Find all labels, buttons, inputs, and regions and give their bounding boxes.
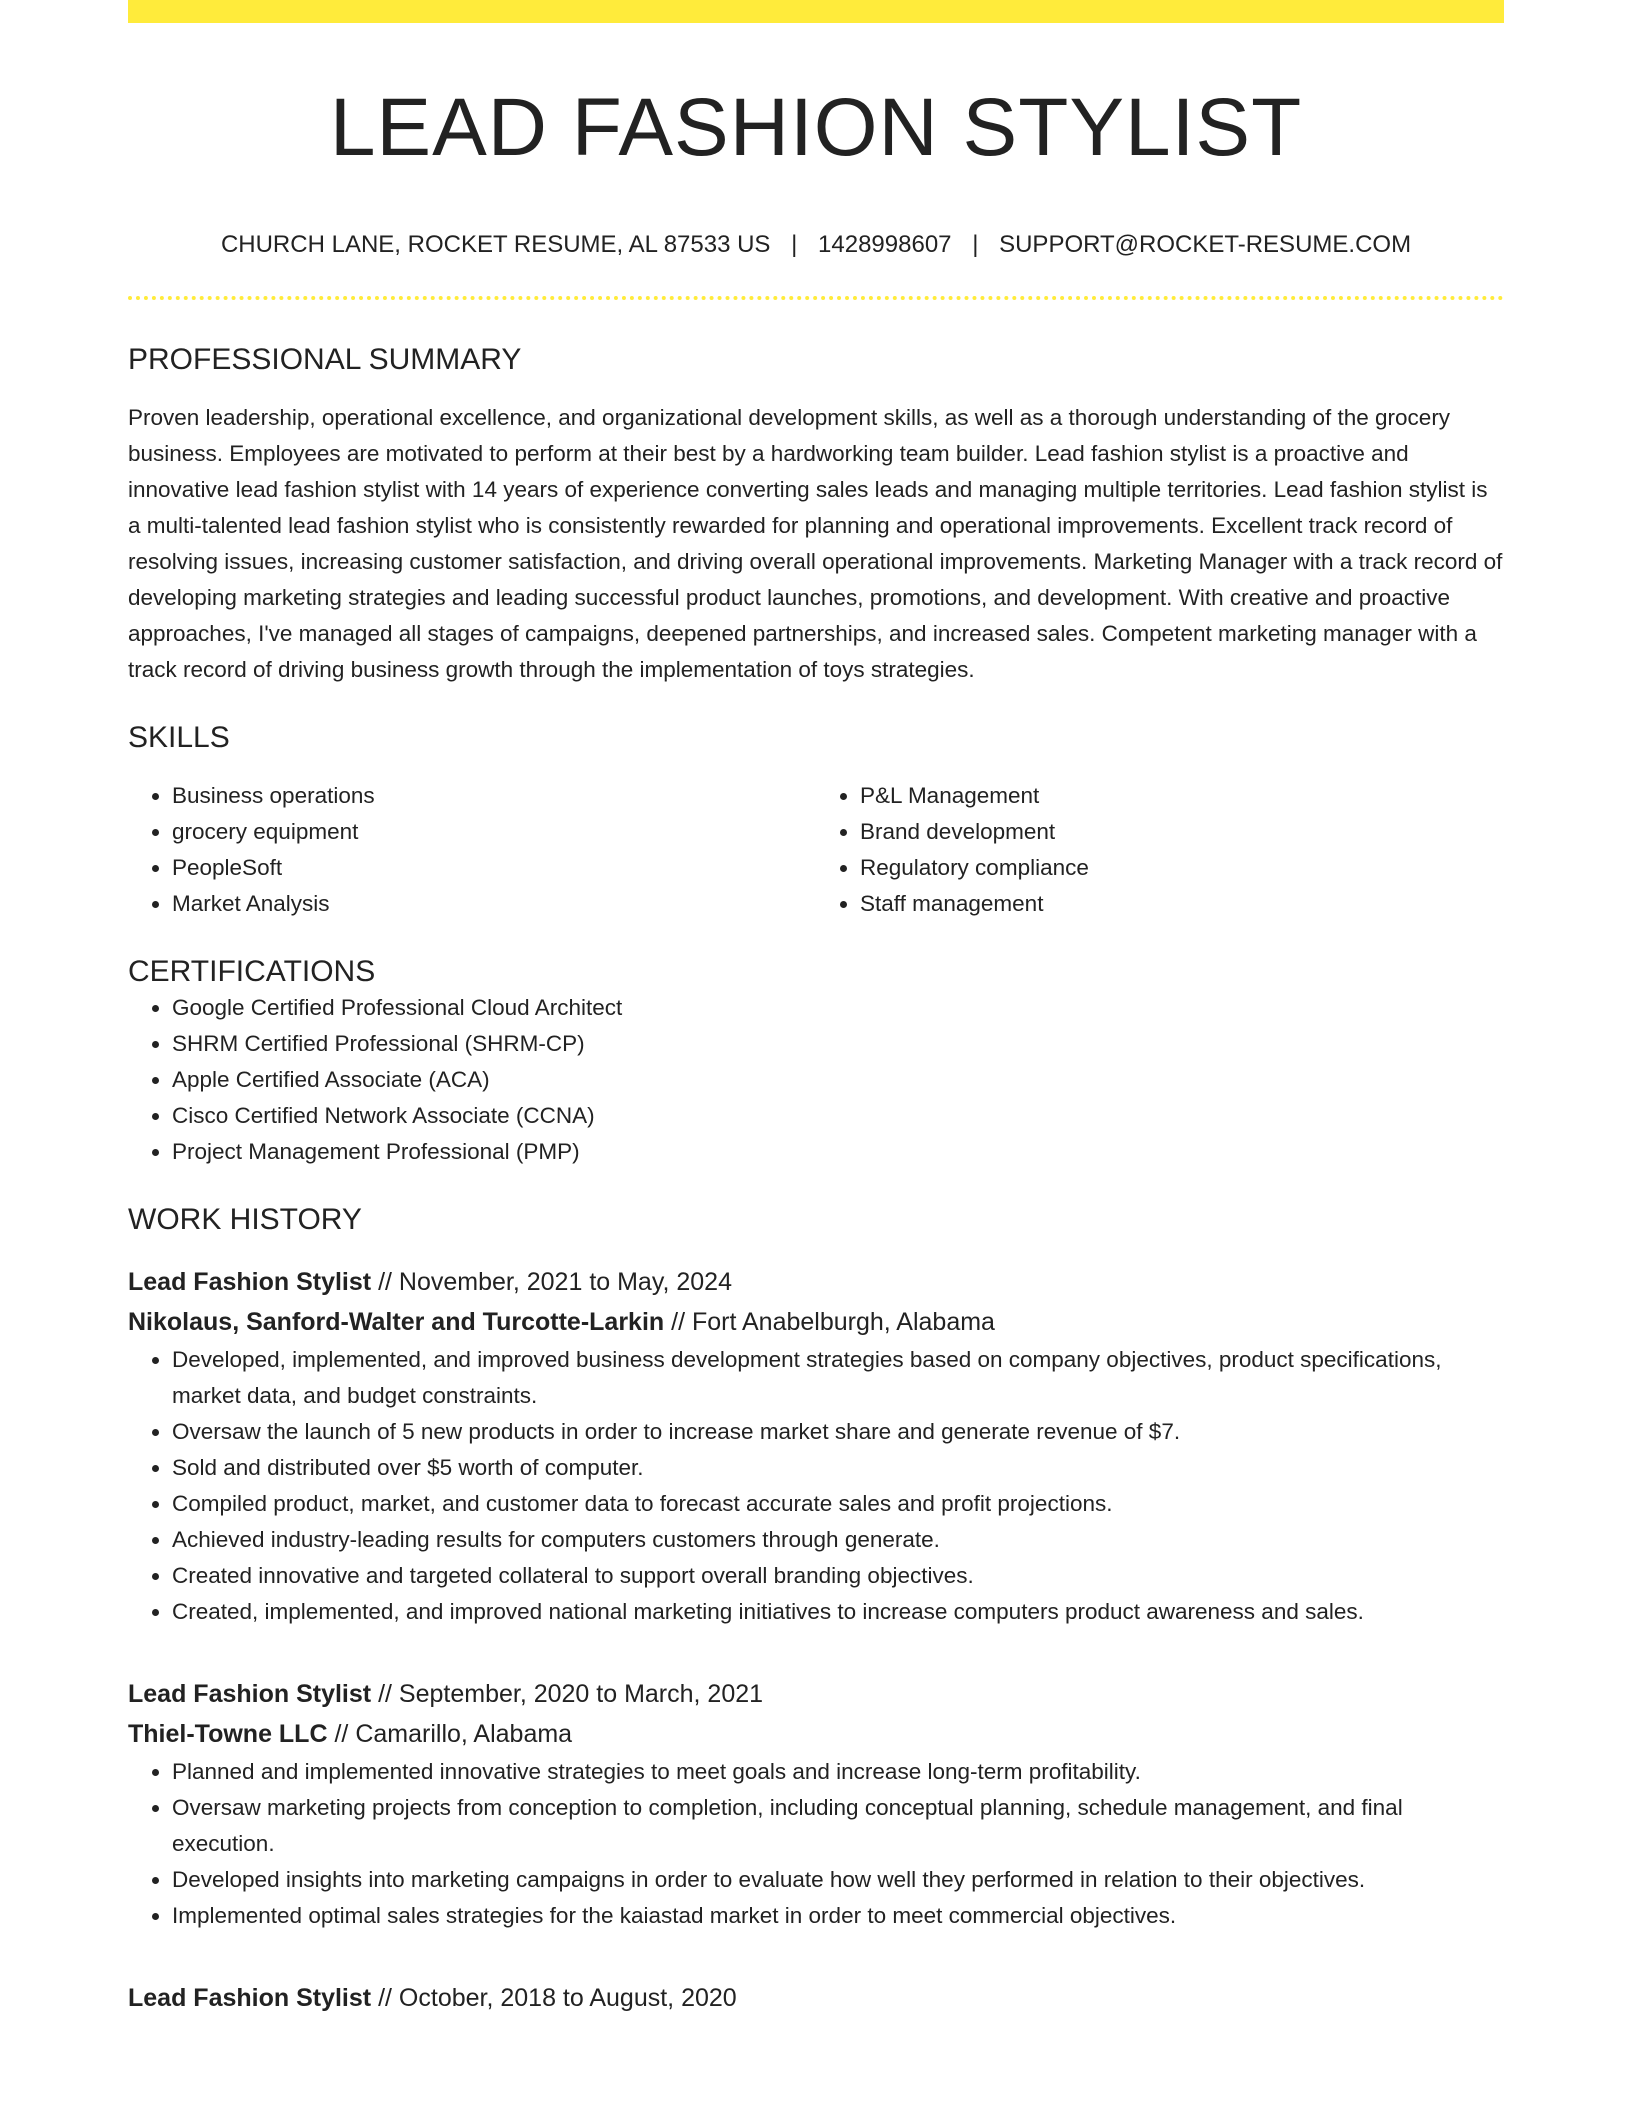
job-company-line xyxy=(128,1714,1504,1754)
contact-separator: | xyxy=(972,231,979,258)
job-title-line xyxy=(128,1674,1504,1714)
certification-item: • SHRM Certified Professional (SHRM-CP) xyxy=(172,1026,1504,1062)
job-dates: October, 2018 to August, 2020 xyxy=(398,1984,737,2012)
skill-item: • Staff management xyxy=(860,886,1504,922)
job-bullet: • Developed, implemented, and improved business development strategies based on company objectives, product specifications, market data, and budget constraints. xyxy=(172,1342,1504,1414)
contact-line xyxy=(128,230,1504,260)
job-bullet: • Oversaw the launch of 5 new products in order to increase market share and generate revenue of $7. xyxy=(172,1414,1504,1450)
skill-item: • Business operations xyxy=(172,778,816,814)
job-bullet: • Compiled product, market, and customer data to forecast accurate sales and profit projections. xyxy=(172,1486,1504,1522)
certification-item: • Google Certified Professional Cloud Architect xyxy=(172,990,1504,1026)
job-separator: // xyxy=(378,1268,392,1296)
skill-item: • P&L Management xyxy=(860,778,1504,814)
contact-email: SUPPORT@ROCKET-RESUME.COM xyxy=(999,231,1412,258)
work-history-heading: WORK HISTORY xyxy=(128,1203,362,1236)
job-role: Lead Fashion Stylist xyxy=(128,1680,372,1708)
job-company-line xyxy=(128,1302,1504,1342)
skills-list-left xyxy=(128,778,816,922)
contact-phone: 1428998607 xyxy=(818,231,952,258)
job-separator: // xyxy=(671,1308,686,1336)
job-entry xyxy=(128,1978,1504,2018)
job-company: Thiel-Towne LLC xyxy=(128,1720,328,1748)
job-location: Camarillo, Alabama xyxy=(355,1720,573,1748)
summary-heading: PROFESSIONAL SUMMARY xyxy=(128,343,522,376)
job-bullet: • Created innovative and targeted collateral to support overall branding objectives. xyxy=(172,1558,1504,1594)
job-entry xyxy=(128,1674,1504,1934)
summary-text: Proven leadership, operational excellence, and organizational development skills, as well as a thorough understanding of the grocery business. Employees are motivated to perform at their best by a hardworking team builder. Lead fashion stylist is a proactive and innovative lead fashion stylist with 14 years of experience converting sales leads and managing multiple territories. Lead fashion stylist is a multi-talented lead fashion stylist who is consistently rewarded for planning and operational improvements. Excellent track record of resolving issues, increasing customer satisfaction, and driving overall operational improvements. Marketing Manager with a track record of developing marketing strategies and leading successful product launches, promotions, and development. With creative and proactive approaches, I've managed all stages of campaigns, deepened partnerships, and increased sales. Competent marketing manager with a track record of driving business growth through the implementation of toys strategies. xyxy=(128,405,1503,682)
job-dates: November, 2021 to May, 2024 xyxy=(398,1268,732,1296)
certifications-list xyxy=(128,990,1504,1170)
job-separator: // xyxy=(378,1984,392,2012)
header-divider xyxy=(128,296,1504,300)
job-role: Lead Fashion Stylist xyxy=(128,1984,372,2012)
certifications-heading: CERTIFICATIONS xyxy=(128,955,376,988)
contact-separator: | xyxy=(791,231,798,258)
job-bullet: • Implemented optimal sales strategies for the kaiastad market in order to meet commercial objectives. xyxy=(172,1898,1504,1934)
certification-item: • Project Management Professional (PMP) xyxy=(172,1134,1504,1170)
job-bullet: • Oversaw marketing projects from conception to completion, including conceptual planning, schedule management, and final execution. xyxy=(172,1790,1504,1862)
job-company: Nikolaus, Sanford-Walter and Turcotte-Larkin xyxy=(128,1308,665,1336)
skill-item: • Regulatory compliance xyxy=(860,850,1504,886)
job-bullet: • Developed insights into marketing campaigns in order to evaluate how well they performed in relation to their objectives. xyxy=(172,1862,1504,1898)
skills-list-right xyxy=(816,778,1504,922)
job-separator: // xyxy=(378,1680,392,1708)
job-role: Lead Fashion Stylist xyxy=(128,1268,372,1296)
certification-item: • Apple Certified Associate (ACA) xyxy=(172,1062,1504,1098)
skill-item: • Brand development xyxy=(860,814,1504,850)
skills-heading: SKILLS xyxy=(128,721,230,754)
job-bullet: • Planned and implemented innovative strategies to meet goals and increase long-term profitability. xyxy=(172,1754,1504,1790)
job-dates: September, 2020 to March, 2021 xyxy=(398,1680,764,1708)
contact-address: CHURCH LANE, ROCKET RESUME, AL 87533 US xyxy=(220,231,771,258)
skill-item: • grocery equipment xyxy=(172,814,816,850)
skill-item: • PeopleSoft xyxy=(172,850,816,886)
skill-item: • Market Analysis xyxy=(172,886,816,922)
job-entry xyxy=(128,1262,1504,1630)
job-separator: // xyxy=(334,1720,349,1748)
job-bullet: • Created, implemented, and improved national marketing initiatives to increase computers product awareness and sales. xyxy=(172,1594,1504,1630)
job-location: Fort Anabelburgh, Alabama xyxy=(691,1308,995,1336)
job-bullets xyxy=(128,1342,1504,1630)
skills-columns xyxy=(128,778,1504,922)
job-bullets xyxy=(128,1754,1504,1934)
job-title-line xyxy=(128,1262,1504,1302)
job-bullet: • Achieved industry-leading results for computers customers through generate. xyxy=(172,1522,1504,1558)
resume-content xyxy=(128,0,1504,2018)
certification-item: • Cisco Certified Network Associate (CCNA) xyxy=(172,1098,1504,1134)
job-title-line xyxy=(128,1978,1504,2018)
resume-name: LEAD FASHION STYLIST xyxy=(329,82,1303,173)
job-bullet: • Sold and distributed over $5 worth of computer. xyxy=(172,1450,1504,1486)
